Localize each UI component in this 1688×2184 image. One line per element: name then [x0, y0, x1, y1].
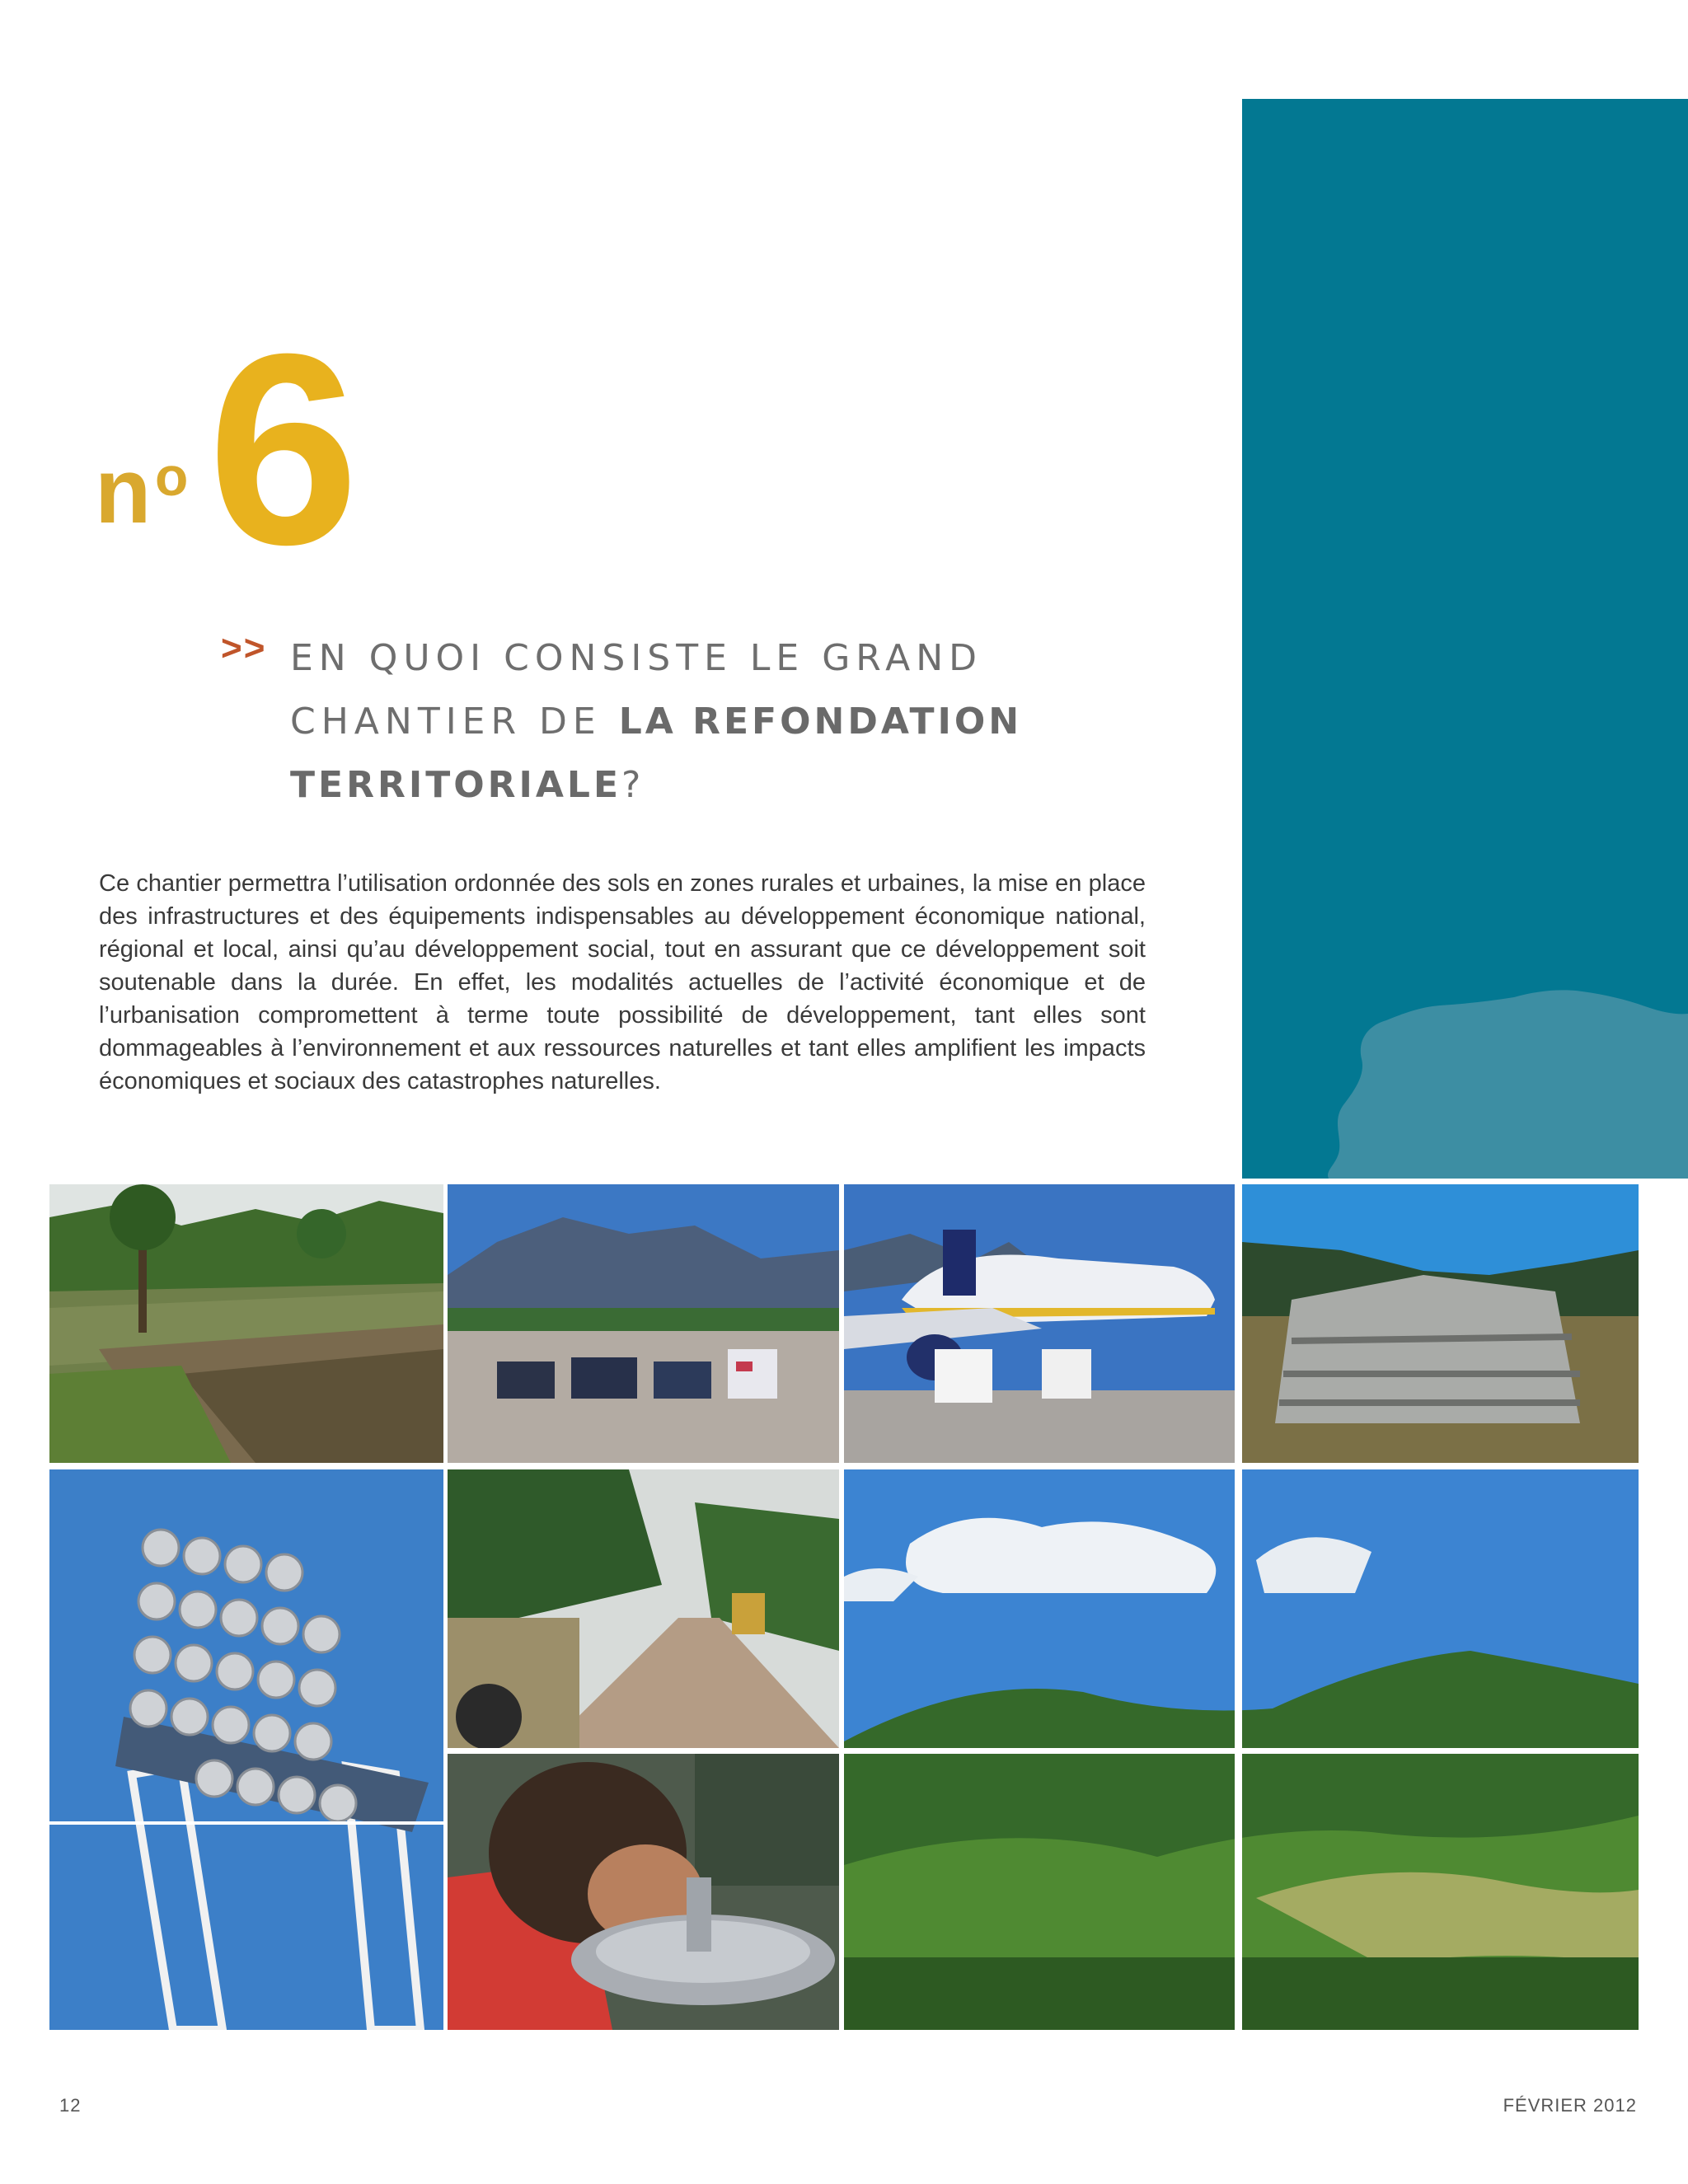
body-paragraph: Ce chantier permettra l’utilisation ordonnée des sols en zones rurales et urbaines, la mise en place des infrastructures et des équipements indispensables au développement économique national, régional et local, ainsi qu’au développement social, tout en assurant que ce développement soit soutenable dans la durée. En effet, les modalités actuelles de l’activité économique et de l’urbanisation compromettent à terme toute possibilité de développement, tant elles sont dommageables à l’environnement et aux ressources naturelles et tant elles amplifient les impacts économiques et sociaux des catastrophes naturelles. [99, 870, 1146, 1094]
stadium-floodlights-photo [49, 1469, 443, 2030]
issue-date: FÉVRIER 2012 [1503, 2095, 1637, 2116]
grid-divider [839, 1184, 844, 2030]
chapter-ordinal-mark: o [155, 446, 189, 507]
chapter-number: 6 [208, 297, 354, 601]
heading-line-3 [290, 753, 1238, 817]
chapter-prefix: n [95, 439, 152, 542]
grid-divider [1235, 1184, 1242, 2030]
grid-divider [448, 1748, 839, 1754]
grid-divider [443, 1184, 448, 2030]
heading-line-2-strong: LA REFONDATION [618, 701, 1023, 743]
page-number: 12 [59, 2095, 82, 2116]
child-drinking-fountain-photo [448, 1754, 839, 2030]
heading-line-2-normal: CHANTIER DE [290, 701, 619, 743]
grid-divider [844, 1748, 1639, 1754]
road-construction-photo [448, 1469, 839, 1748]
teal-side-panel [1242, 99, 1688, 1179]
charcoal-sacks-photo [1242, 1184, 1639, 1463]
airport-luggage-carts-photo [448, 1184, 839, 1463]
heading-line-1: EN QUOI CONSISTE LE GRAND [290, 637, 982, 679]
grid-divider [49, 1463, 1639, 1469]
chevron-icon: >> [221, 628, 267, 668]
eroded-riverbank-photo [49, 1184, 443, 1463]
heading-question-mark: ? [621, 764, 641, 806]
airplane-on-tarmac-photo [844, 1184, 1235, 1463]
heading-line-2 [290, 690, 1238, 753]
map-silhouette [1242, 99, 1688, 1179]
section-heading [290, 626, 1238, 817]
heading-line-3-strong: TERRITORIALE [290, 764, 622, 806]
